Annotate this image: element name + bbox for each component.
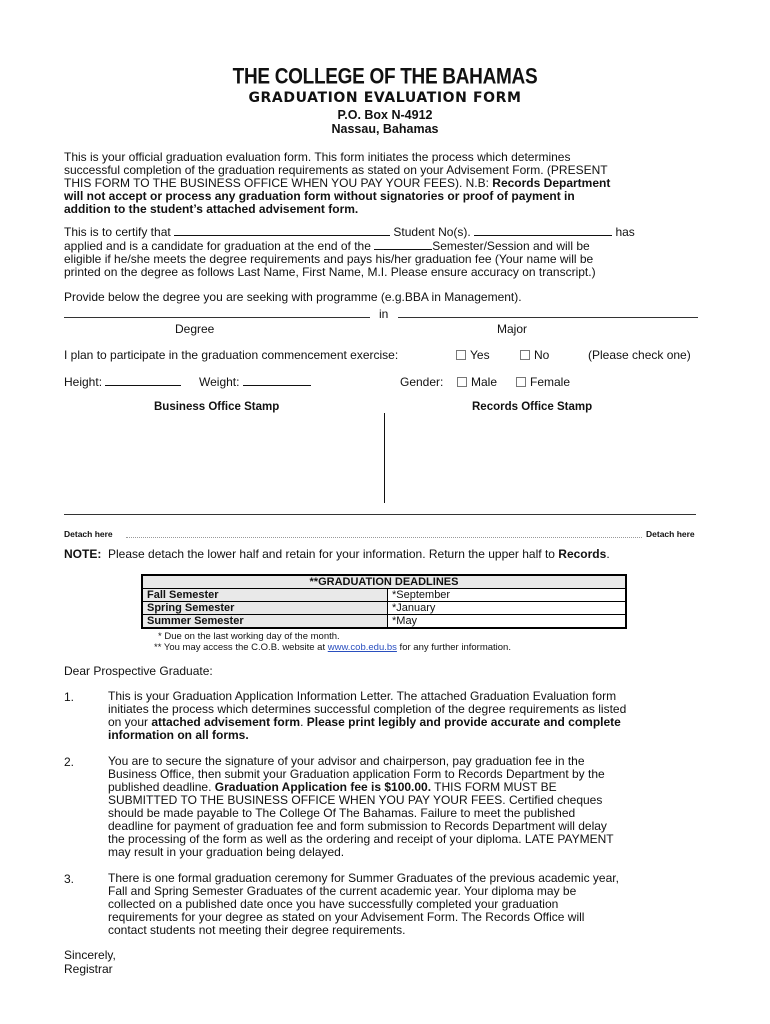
certify-text: Semester/Session and will be bbox=[432, 239, 590, 253]
weight-label: Weight: bbox=[199, 375, 240, 389]
letter-line: SUBMITTED TO THE BUSINESS OFFICE WHEN YOU PAY YOUR FEES. Certified cheques bbox=[108, 793, 603, 807]
height-row bbox=[64, 375, 181, 389]
business-office-stamp-label: Business Office Stamp bbox=[154, 401, 280, 413]
note-label: NOTE: bbox=[64, 547, 102, 561]
table-row bbox=[142, 589, 626, 602]
deadline-date: *May bbox=[388, 615, 627, 629]
letter-line: You are to secure the signature of your advisor and chairperson, pay graduation fee in the bbox=[108, 754, 585, 768]
intro-line: This is your official graduation evaluation form. This form initiates the process which determines bbox=[64, 150, 571, 164]
intro-paragraph bbox=[64, 151, 714, 216]
deadline-term: Fall Semester bbox=[142, 589, 388, 602]
deadline-term: Summer Semester bbox=[142, 615, 388, 629]
stamp-divider bbox=[384, 413, 385, 503]
letter-text: . bbox=[300, 715, 307, 729]
yes-checkbox[interactable] bbox=[456, 350, 466, 360]
letter-line bbox=[108, 729, 714, 742]
letter-line: contact students not meeting their degree requirements. bbox=[108, 923, 406, 937]
participate-question: I plan to participate in the graduation commencement exercise: bbox=[64, 348, 399, 362]
weight-field[interactable] bbox=[243, 375, 311, 386]
letter-line: Fall and Spring Semester Graduates of the current academic year. Your diploma may be bbox=[108, 884, 577, 898]
certify-text: Student No(s). bbox=[393, 225, 471, 239]
degree-label: Degree bbox=[175, 322, 215, 336]
deadline-date: *January bbox=[388, 602, 627, 615]
letter-line: deadline for payment of graduation fee and form submission to Records Department will delay bbox=[108, 819, 607, 833]
city: Nassau, Bahamas bbox=[331, 122, 439, 136]
intro-bold: will not accept or process any graduation form without signatories or proof of payment in bbox=[64, 189, 575, 203]
intro-bold: addition to the student’s attached advisement form. bbox=[64, 202, 359, 216]
gender-label: Gender: bbox=[400, 375, 444, 389]
note-line bbox=[64, 547, 610, 561]
female-checkbox[interactable] bbox=[516, 377, 526, 387]
footnote-text: for any further information. bbox=[396, 642, 511, 653]
certify-line bbox=[64, 239, 714, 253]
intro-line bbox=[64, 203, 714, 216]
height-label: Height: bbox=[64, 375, 103, 389]
letter-bold: Graduation Application fee is $100.00. bbox=[214, 780, 432, 794]
letter-text: on your bbox=[108, 715, 152, 729]
height-field[interactable] bbox=[105, 375, 181, 386]
no-checkbox[interactable] bbox=[520, 350, 530, 360]
certify-text: applied and is a candidate for graduation at the end of the bbox=[64, 239, 371, 253]
certify-text: has bbox=[615, 225, 635, 239]
male-label: Male bbox=[471, 375, 498, 389]
item-number: 2. bbox=[64, 755, 75, 769]
participate-yes-option[interactable] bbox=[456, 348, 490, 362]
detach-left-label: Detach here bbox=[64, 529, 113, 539]
degree-prompt: Provide below the degree you are seeking with programme (e.g.BBA in Management). bbox=[64, 290, 522, 304]
college-name: THE COLLEGE OF THE BAHAMAS bbox=[232, 65, 538, 90]
letter-closing: Sincerely, bbox=[64, 948, 116, 962]
degree-in: in bbox=[379, 307, 389, 321]
letter-line: the processing of the form as well as the ordering and receipt of your diploma. LATE PAYMENT bbox=[108, 832, 614, 846]
letter-text: THIS FORM MUST BE bbox=[431, 780, 557, 794]
letter-bold: attached advisement form bbox=[151, 715, 301, 729]
degree-field[interactable] bbox=[64, 317, 370, 318]
letter-line: Business Office, then submit your Graduation application Form to Records Department by the bbox=[108, 767, 605, 781]
letter-text: published deadline. bbox=[108, 780, 215, 794]
certify-line bbox=[64, 225, 714, 239]
note-end: . bbox=[606, 547, 610, 561]
gender-female-option[interactable] bbox=[516, 375, 570, 389]
gender-male-option[interactable] bbox=[457, 375, 497, 389]
student-name-field[interactable] bbox=[174, 225, 390, 236]
deadlines-footnote-2 bbox=[154, 642, 511, 653]
intro-line: successful completion of the graduation requirements as stated on your Advisement Form. (PRESENT bbox=[64, 163, 608, 177]
form-title: GRADUATION EVALUATION FORM bbox=[248, 90, 522, 106]
deadlines-title: **GRADUATION DEADLINES bbox=[142, 575, 626, 589]
note-bold: Records bbox=[558, 547, 607, 561]
letter-line: There is one formal graduation ceremony for Summer Graduates of the previous academic year, bbox=[108, 871, 619, 885]
letter-line: requirements for your degree as stated on your Advisement Form. The Records Office will bbox=[108, 910, 585, 924]
records-office-stamp-label: Records Office Stamp bbox=[472, 401, 593, 413]
deadlines-footnote-1: * Due on the last working day of the month. bbox=[158, 631, 340, 642]
footnote-text: ** You may access the C.O.B. website at bbox=[154, 642, 328, 653]
intro-text: THIS FORM TO THE BUSINESS OFFICE WHEN YOU PAY YOUR FEES). N.B: bbox=[64, 176, 493, 190]
table-header-row bbox=[142, 575, 626, 589]
student-number-field[interactable] bbox=[474, 225, 612, 236]
stamp-bottom-rule bbox=[64, 514, 696, 515]
yes-label: Yes bbox=[470, 348, 490, 362]
female-label: Female bbox=[530, 375, 571, 389]
detach-cut-line bbox=[126, 537, 642, 538]
letter-item-2 bbox=[108, 755, 714, 859]
certify-line: printed on the degree as follows Last Name, First Name, M.I. Please ensure accuracy on transcript.) bbox=[64, 265, 596, 279]
letter-line: may result in your graduation being delayed. bbox=[108, 845, 345, 859]
letter-bold: Please print legibly and provide accurate and complete bbox=[306, 715, 621, 729]
letter-item-3 bbox=[108, 872, 714, 937]
major-field[interactable] bbox=[398, 317, 698, 318]
letter-line: initiates the process which determines successful completion of the degree requirements as listed bbox=[108, 702, 627, 716]
major-label: Major bbox=[497, 322, 528, 336]
detach-right-label: Detach here bbox=[646, 529, 695, 539]
semester-field[interactable] bbox=[374, 239, 432, 250]
participate-no-option[interactable] bbox=[520, 348, 549, 362]
table-row bbox=[142, 615, 626, 629]
participate-note: (Please check one) bbox=[588, 348, 691, 362]
item-number: 3. bbox=[64, 872, 75, 886]
letter-signer: Registrar bbox=[64, 962, 113, 976]
letter-line: This is your Graduation Application Information Letter. The attached Graduation Evaluation form bbox=[108, 689, 617, 703]
item-number: 1. bbox=[64, 690, 75, 704]
graduation-deadlines-table bbox=[141, 574, 627, 629]
table-row bbox=[142, 602, 626, 615]
certify-paragraph bbox=[64, 225, 714, 279]
weight-row bbox=[199, 375, 311, 389]
letter-item-1 bbox=[108, 690, 714, 742]
no-label: No bbox=[534, 348, 550, 362]
letter-line: should be made payable to The College Of The Bahamas. Failure to meet the published bbox=[108, 806, 576, 820]
deadline-date: *September bbox=[388, 589, 627, 602]
note-text: Please detach the lower half and retain for your information. Return the upper half to bbox=[108, 547, 559, 561]
male-checkbox[interactable] bbox=[457, 377, 467, 387]
letter-bold: information on all forms. bbox=[108, 728, 249, 742]
certify-line: eligible if he/she meets the degree requirements and pays his/her graduation fee (Your name will be bbox=[64, 252, 594, 266]
deadline-term: Spring Semester bbox=[142, 602, 388, 615]
intro-bold: Records Department bbox=[492, 176, 611, 190]
certify-text: This is to certify that bbox=[64, 225, 171, 239]
letter-salutation: Dear Prospective Graduate: bbox=[64, 664, 213, 678]
cob-website-link[interactable]: www.cob.edu.bs bbox=[327, 642, 397, 653]
letter-line: collected on a published date once you have successfully completed your graduation bbox=[108, 897, 559, 911]
po-box: P.O. Box N-4912 bbox=[337, 108, 433, 122]
